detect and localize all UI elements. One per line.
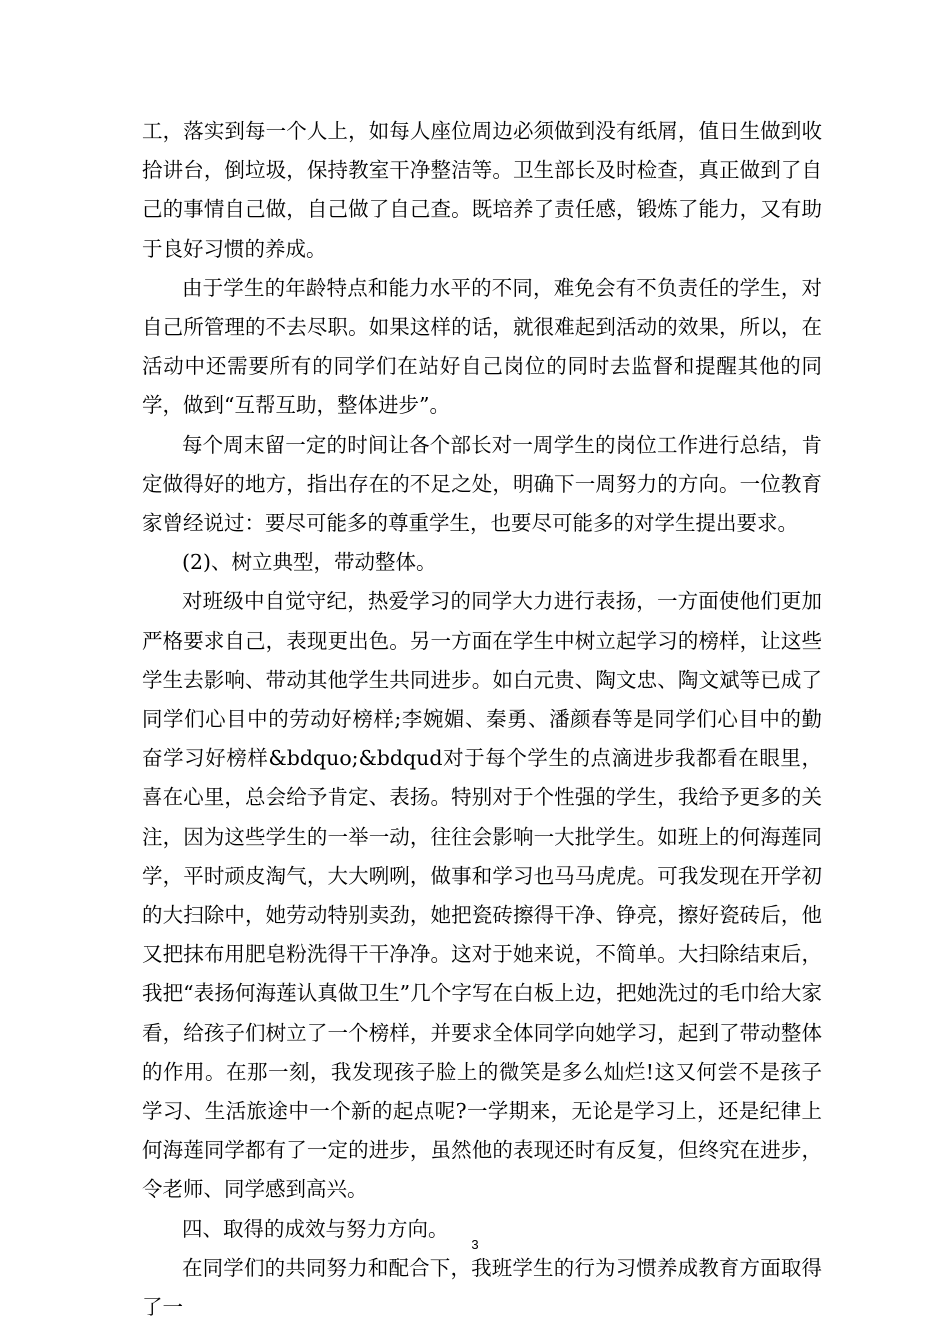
paragraph: 由于学生的年龄特点和能力水平的不同，难免会有不负责任的学生，对自己所管理的不去尽职。如果这样的话，就很难起到活动的效果，所以，在活动中还需要所有的同学们在站好自己岗位的同时去监督和提醒其他的同学，做到“互帮互助，整体进步”。 — [142, 275, 822, 418]
paragraph: 每个周末留一定的时间让各个部长对一周学生的岗位工作进行总结，肯定做得好的地方，指出存在的不足之处，明确下一周努力的方向。一位教育家曾经说过：要尽可能多的尊重学生，也要尽可能多的对学生提出要求。 — [142, 432, 822, 536]
section-heading: 四、取得的成效与努力方向。 — [182, 1216, 449, 1241]
page-number: 3 — [471, 1237, 479, 1252]
section-subheading: (2)、树立典型，带动整体。 — [182, 550, 437, 575]
paragraph: 工，落实到每一个人上，如每人座位周边必须做到没有纸屑，值日生做到收拾讲台，倒垃圾，保持教室干净整洁等。卫生部长及时检查，真正做到了自己的事情自己做，自己做了自己查。既培养了责任感，锻炼了能力，又有助于良好习惯的养成。 — [142, 119, 822, 261]
paragraph: 对班级中自觉守纪，热爱学习的同学大力进行表扬，一方面使他们更加严格要求自己，表现更出色。另一方面在学生中树立起学习的榜样，让这些学生去影响、带动其他学生共同进步。如白元贵、陶文忠、陶文斌等已成了同学们心目中的劳动好榜样;李婉媚、秦勇、潘颜春等是同学们心目中的勤奋学习好榜样&bdquo;&bdqud对于每个学生的点滴进步我都看在眼里，喜在心里，总会给予肯定、表扬。特别对于个性强的学生，我给予更多的关注，因为这些学生的一举一动，往往会影响一大批学生。如班上的何海莲同学，平时顽皮淘气，大大咧咧，做事和学习也马马虎虎。可我发现在开学初的大扫除中，她劳动特别卖劲，她把瓷砖擦得干净、铮亮，擦好瓷砖后，他又把抹布用肥皂粉洗得干干净净。这对于她来说，不简单。大扫除结束后，我把“表扬何海莲认真做卫生”几个字写在白板上边，把她洗过的毛巾给大家看，给孩子们树立了一个榜样，并要求全体同学向她学习，起到了带动整体的作用。在那一刻，我发现孩子脸上的微笑是多么灿烂!这又何尝不是孩子学习、生活旅途中一个新的起点呢?一学期来，无论是学习上，还是纪律上何海莲同学都有了一定的进步，虽然他的表现还时有反复，但终究在进步，令老师、同学感到高兴。 — [142, 589, 822, 1202]
paragraph: 在同学们的共同努力和配合下，我班学生的行为习惯养成教育方面取得了一 — [142, 1255, 822, 1320]
document-body — [142, 112, 822, 1327]
